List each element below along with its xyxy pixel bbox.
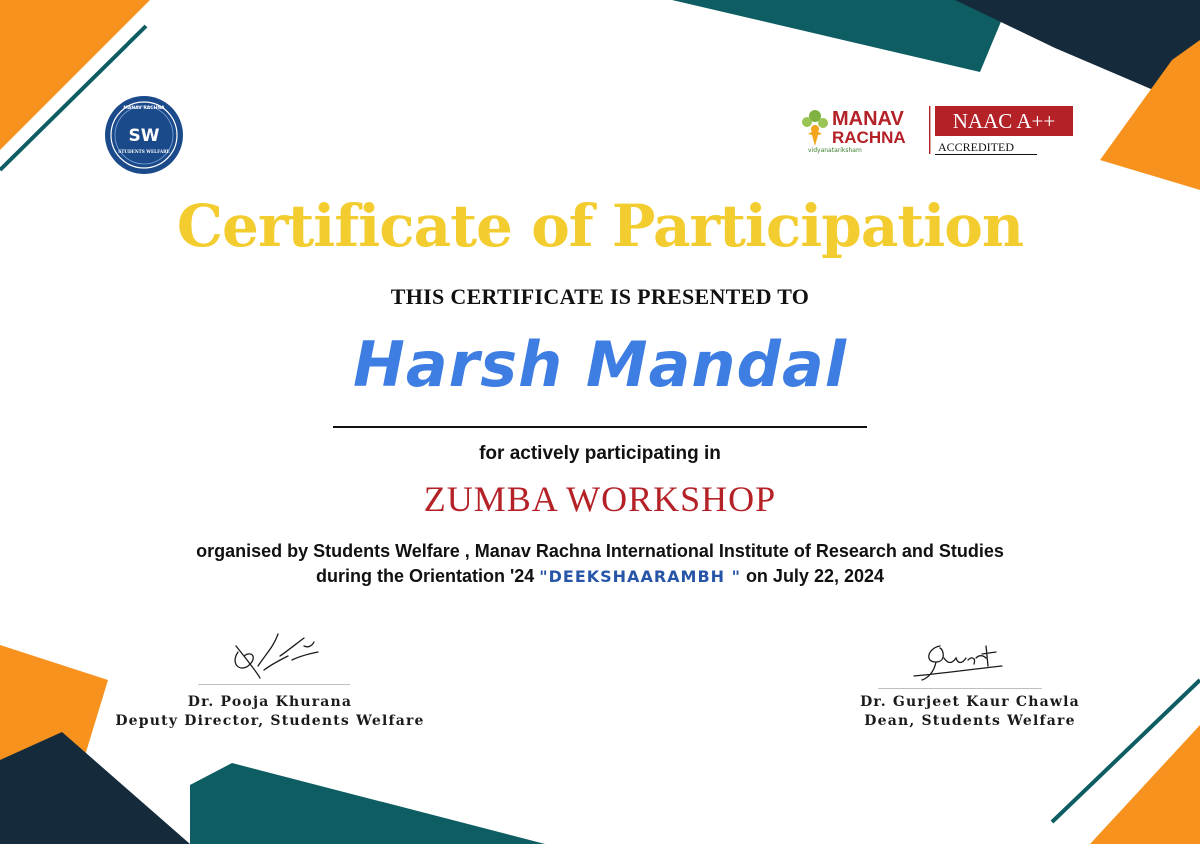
presented-to-text: THIS CERTIFICATE IS PRESENTED TO xyxy=(390,284,810,309)
organiser-line: organised by Students Welfare , Manav Rachna International Institute of Research and Studies xyxy=(196,541,1004,561)
students-welfare-logo xyxy=(104,95,184,175)
signature-line-2 xyxy=(878,688,1042,689)
manav-rachna-naac-logo xyxy=(798,104,1074,156)
corner-teal-top-right xyxy=(672,0,1010,72)
svg-text:RACHNA: RACHNA xyxy=(832,128,906,147)
orientation-line xyxy=(0,566,1200,587)
corner-navy-bottom-left xyxy=(0,732,190,844)
participation-text: for actively participating in xyxy=(479,443,721,464)
signature-pooja-khurana xyxy=(218,626,328,684)
corner-teal-bottom-left xyxy=(190,763,545,844)
recipient-name: Harsh Mandal xyxy=(352,328,848,401)
tree-icon xyxy=(802,110,828,146)
certificate-title: Certificate of Participation xyxy=(176,192,1024,260)
svg-text:MANAV: MANAV xyxy=(832,108,904,130)
svg-text:NAAC A++: NAAC A++ xyxy=(952,109,1056,133)
orientation-date: on July 22, 2024 xyxy=(740,566,885,586)
signatory-1-title: Deputy Director, Students Welfare xyxy=(115,713,425,729)
signature-line-1 xyxy=(198,684,350,685)
signatory-2-name: Dr. Gurjeet Kaur Chawla xyxy=(860,694,1080,710)
svg-text:SW: SW xyxy=(128,126,160,146)
event-name: ZUMBA WORKSHOP xyxy=(423,479,777,519)
corner-orange-bottom-right xyxy=(1090,725,1200,844)
svg-text:ACCREDITED: ACCREDITED xyxy=(938,140,1014,154)
orientation-highlight: "DEEKSHAARAMBH " xyxy=(539,567,741,586)
signature-gurjeet-kaur-chawla xyxy=(906,636,1008,686)
orientation-prefix: during the Orientation '24 xyxy=(315,566,540,586)
name-underline xyxy=(333,426,867,428)
signatory-1-name: Dr. Pooja Khurana xyxy=(187,694,353,710)
signatory-2-title: Dean, Students Welfare xyxy=(864,713,1076,729)
svg-text:STUDENTS WELFARE: STUDENTS WELFARE xyxy=(118,149,170,154)
svg-text:MANAV RACHNA: MANAV RACHNA xyxy=(123,106,165,111)
svg-text:vidyanatariksham: vidyanatariksham xyxy=(808,147,862,154)
